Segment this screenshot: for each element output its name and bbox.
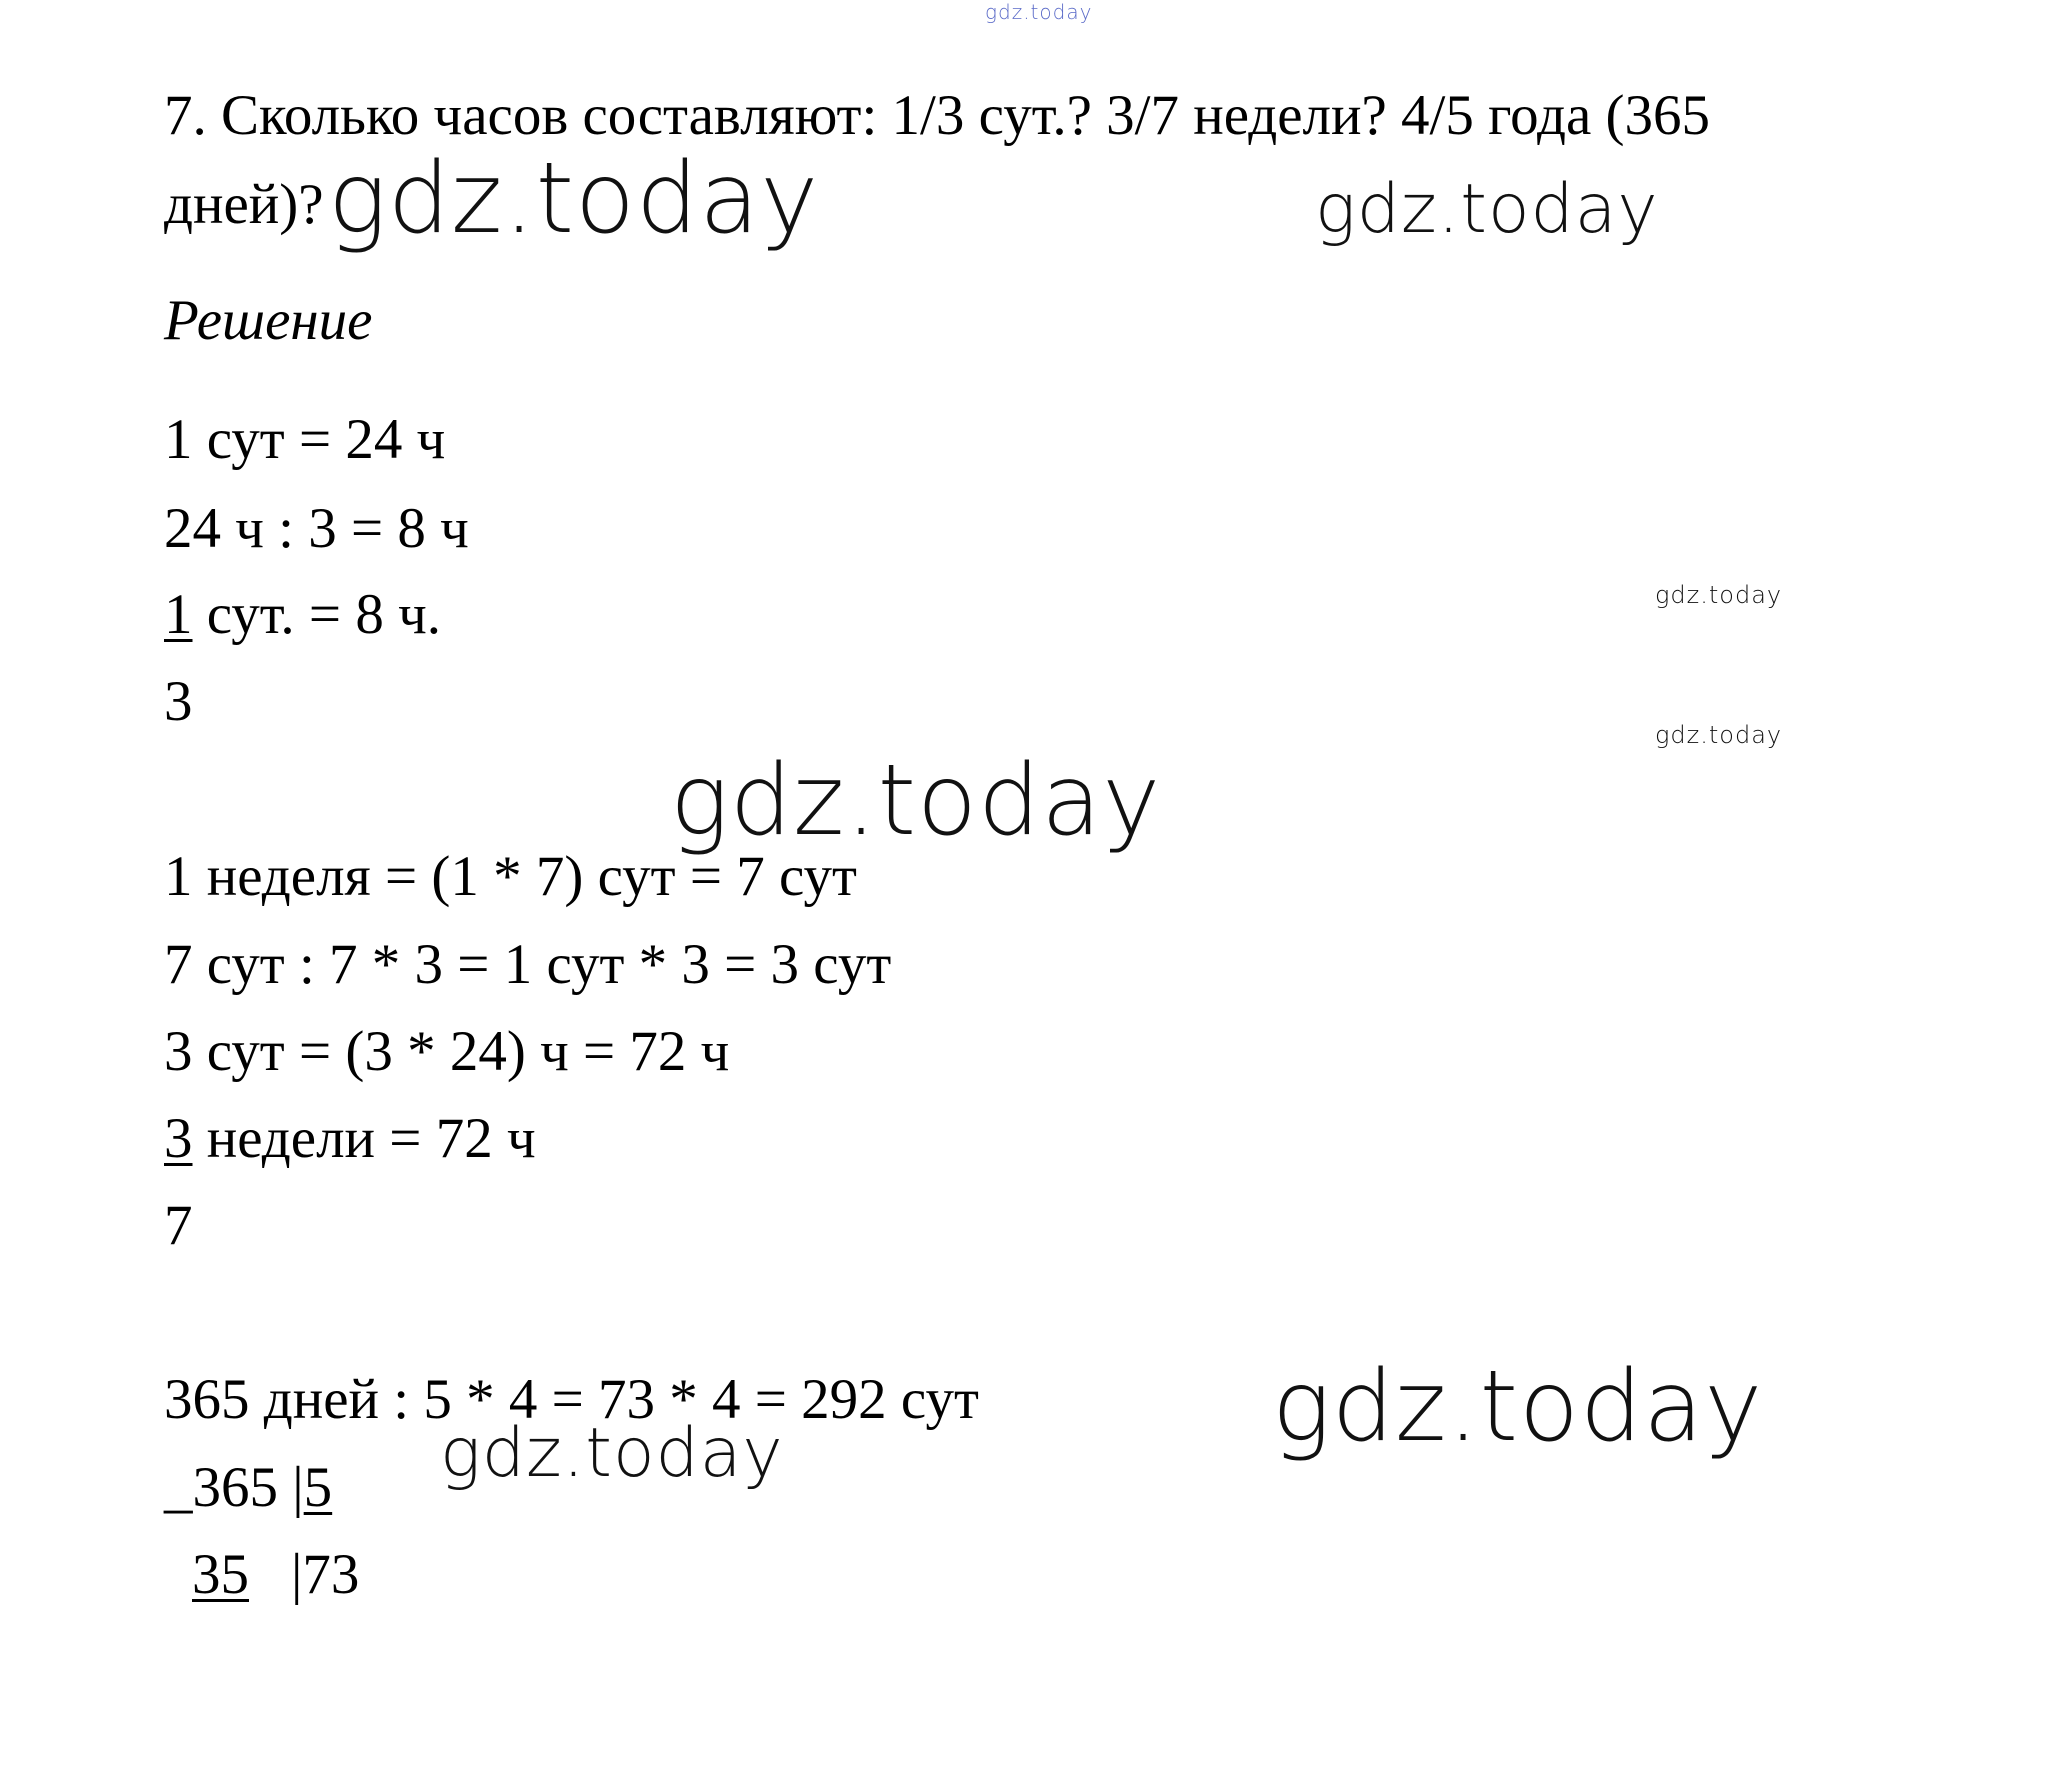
part2-line-4 [164,1107,536,1170]
dividend: _365 | [164,1456,304,1519]
part1-fraction-denominator: 3 [164,670,193,733]
part1-line-2: 24 ч : 3 = 8 ч [164,497,469,560]
part2-fraction-denominator: 7 [164,1194,193,1257]
subtrahend: 35 [192,1543,249,1606]
part2-line-3: 3 сут = (3 * 24) ч = 72 ч [164,1020,730,1083]
part3-line-1: 365 дней : 5 * 4 = 73 * 4 = 292 сут [164,1368,979,1431]
watermark-small-1: gdz.today [1655,581,1783,609]
watermark-bottom-right-large: gdz.today [1272,1350,1764,1464]
watermark-small-2: gdz.today [1655,721,1783,749]
fraction-numerator: 3 [164,1107,193,1170]
fraction-numerator: 1 [164,583,193,646]
part2-line-2: 7 сут : 7 * 3 = 1 сут * 3 = 3 сут [164,933,892,996]
long-division-line-1 [164,1456,333,1519]
long-division-line-2 [192,1543,360,1606]
part1-line-3 [164,583,441,646]
question-line-2: дней)? [164,173,324,236]
watermark-top: gdz.today [985,0,1093,24]
part1-line-3-text: сут. = 8 ч. [192,583,441,646]
quotient: |73 [291,1543,360,1606]
question-line-1: 7. Сколько часов составляют: 1/3 сут.? 3/7 недели? 4/5 года (365 [164,84,1710,147]
part2-line-1: 1 неделя = (1 * 7) сут = 7 сут [164,845,857,908]
part2-line-4-text: недели = 72 ч [192,1107,536,1170]
watermark-title-large: gdz.today [328,142,820,256]
solution-heading: Решение [164,289,373,352]
watermark-bottom-left: gdz.today [440,1414,784,1493]
part1-line-1: 1 сут = 24 ч [164,408,446,471]
watermark-title-right: gdz.today [1315,170,1659,249]
divisor: 5 [303,1456,333,1519]
watermark-middle-large: gdz.today [670,744,1162,858]
